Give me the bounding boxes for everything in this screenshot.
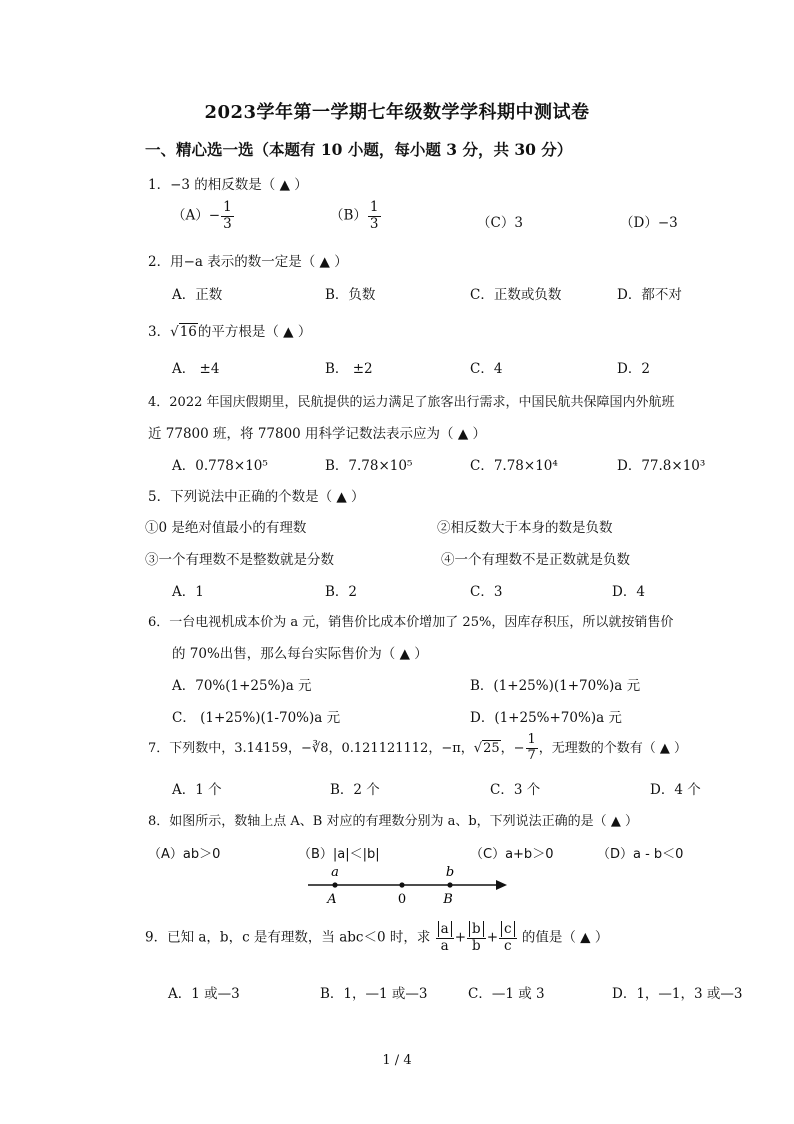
question-6-line1: 6．一台电视机成本价为 a 元，销售价比成本价增加了 25%，因库存积压，所以就按销售价 (148, 615, 674, 630)
q7-fraction: $\frac{1}{7}$ (527, 732, 536, 763)
point-a-dot (332, 882, 337, 887)
q7-sqrt-radicand: 25 (483, 740, 500, 756)
question-8-stem: 8．如图所示，数轴上点 A、B 对应的有理数分别为 a、b，下列说法正确的是（ ▲ ） (148, 814, 638, 829)
q1-a-prefix: （A）− (172, 207, 221, 224)
question-9-stem: 9．已知 a，b，c 是有理数，当 abc＜0 时，求 $\frac{a}{a}$ + $\frac{b}{b}$ + $\frac{c}{c}$ 的值是（ ▲ ） (145, 921, 609, 954)
q9-fraction-a: $\frac{a}{a}$ (436, 922, 454, 954)
page-title: 2023学年第一学期七年级数学学科期中测试卷 (204, 102, 590, 123)
q2-option-a: A．正数 (172, 287, 223, 303)
label-b-lower: b (445, 865, 455, 880)
q3-radicand: 16 (179, 324, 197, 340)
page-number: 1 / 4 (382, 1053, 412, 1068)
point-b-dot (447, 882, 452, 887)
q9-fraction-c: $\frac{c}{c}$ (499, 922, 517, 954)
q2-option-b: B．负数 (325, 287, 376, 303)
q8-option-c: （C）a+b＞0 (470, 847, 554, 862)
label-b-upper: B (443, 892, 453, 907)
q1-a-fraction: $\frac{1}{3}$ (223, 199, 232, 232)
q5-option-b: B．2 (325, 584, 358, 600)
axis-arrow-icon (496, 880, 507, 890)
q7-option-a: A．1 个 (172, 782, 222, 798)
q9-option-a: A．1 或—3 (168, 986, 240, 1002)
q6-option-a: A．70%(1+25%)a 元 (172, 678, 312, 694)
q6-option-d: D．(1+25%+70%)a 元 (470, 710, 622, 726)
q5-statement-4: ④一个有理数不是正数就是负数 (441, 552, 630, 568)
label-zero: 0 (397, 892, 407, 907)
q9-option-d: D．1，—1，3 或—3 (612, 986, 743, 1002)
q3-option-b: B． ±2 (325, 361, 373, 377)
q4-option-a: A．0.778×10⁵ (172, 458, 268, 474)
question-7-stem: 7．下列数中，3.14159，−∛8，0.121121112，−π，√25，− $\frac{1}{7}$ ，无理数的个数有（ ▲ ） (148, 732, 688, 763)
question-5-stem: 5．下列说法中正确的个数是（ ▲ ） (148, 489, 365, 505)
q1-option-a (172, 200, 235, 232)
q6-option-c: C． (1+25%)(1-70%)a 元 (172, 710, 341, 726)
q9-option-c: C．—1 或 3 (468, 986, 545, 1002)
section-heading: 一、精心选一选（本题有 10 小题，每小题 3 分，共 30 分） (145, 140, 573, 159)
q2-option-c: C．正数或负数 (470, 287, 562, 303)
q1-option-d: （D）−3 (620, 215, 678, 231)
q2-option-d: D．都不对 (617, 287, 682, 303)
question-4-line1: 4．2022 年国庆假期里，民航提供的运力满足了旅客出行需求，中国民航共保障国内外航班 (148, 395, 675, 410)
question-4-line2: 近 77800 班，将 77800 用科学记数法表示应为（ ▲ ） (148, 426, 487, 442)
question-2-stem: 2．用−a 表示的数一定是（ ▲ ） (148, 254, 348, 270)
q3-option-a: A． ±4 (172, 361, 220, 377)
q4-option-c: C．7.78×10⁴ (470, 458, 558, 474)
q5-option-c: C．3 (470, 584, 503, 600)
q8-option-a: （A）ab＞0 (148, 847, 221, 862)
q5-statement-2: ②相反数大于本身的数是负数 (437, 520, 613, 536)
q3-option-d: D．2 (617, 361, 650, 377)
q4-option-b: B．7.78×10⁵ (325, 458, 413, 474)
q6-option-b: B．(1+25%)(1+70%)a 元 (470, 678, 641, 694)
q1-option-c: （C）3 (477, 215, 523, 231)
point-zero-dot (399, 882, 404, 887)
q8-option-d: （D）a - b＜0 (597, 847, 684, 862)
q5-statement-3: ③一个有理数不是整数就是分数 (145, 552, 334, 568)
q9-option-b: B．1，—1 或—3 (320, 986, 428, 1002)
question-1-stem: 1．−3 的相反数是（ ▲ ） (148, 177, 308, 193)
q7-option-b: B．2 个 (330, 782, 380, 798)
q4-option-d: D．77.8×10³ (617, 458, 706, 474)
question-6-line2: 的 70%出售，那么每台实际售价为（ ▲ ） (172, 646, 428, 662)
q5-statement-1: ①0 是绝对值最小的有理数 (145, 520, 307, 536)
q8-option-b: （B）|a|＜|b| (298, 847, 380, 862)
question-3-stem: 3．√16的平方根是（ ▲ ） (148, 324, 312, 340)
q7-option-d: D．4 个 (650, 782, 701, 798)
q5-option-a: A．1 (172, 584, 204, 600)
q9-fraction-b: $\frac{b}{b}$ (467, 922, 486, 954)
label-a-upper: A (327, 892, 337, 907)
label-a-lower: a (331, 865, 339, 880)
q7-option-c: C．3 个 (490, 782, 541, 798)
q3-option-c: C．4 (470, 361, 503, 377)
q5-option-d: D．4 (612, 584, 645, 600)
q1-option-b (330, 200, 382, 232)
number-line-figure (300, 862, 515, 908)
q1-b-fraction: $\frac{1}{3}$ (369, 199, 379, 232)
q1-b-prefix: （B） (330, 207, 367, 224)
